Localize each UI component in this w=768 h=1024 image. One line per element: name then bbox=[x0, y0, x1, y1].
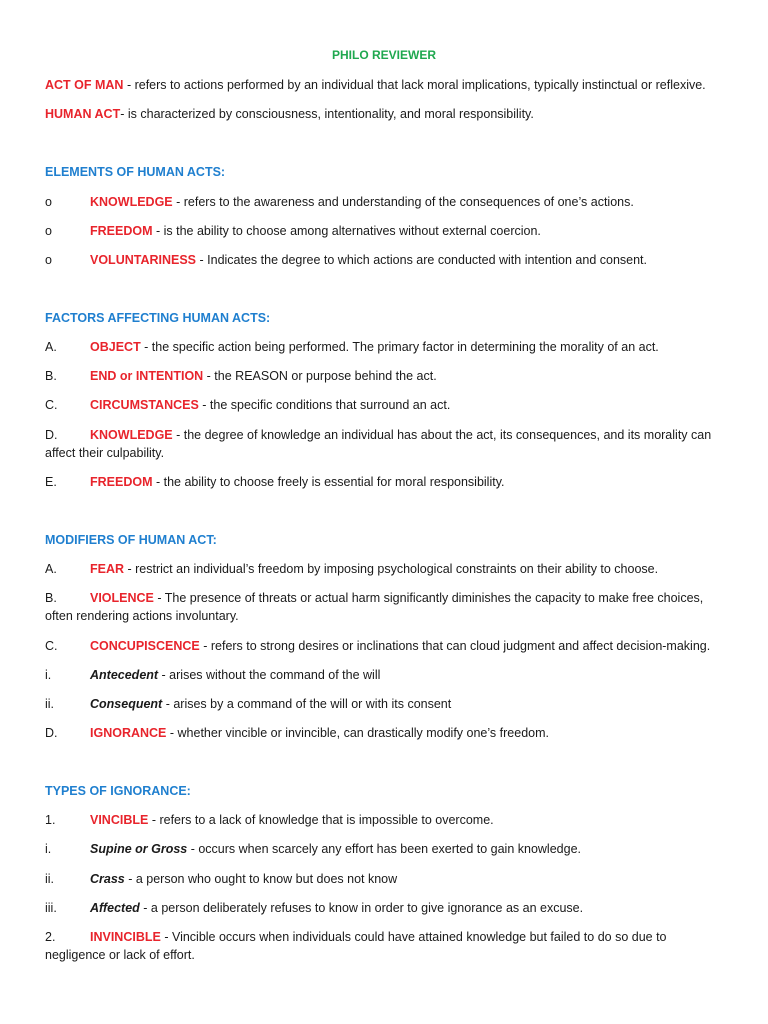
list-item bbox=[90, 666, 724, 684]
list-marker: ii. bbox=[45, 872, 55, 886]
definition-text: - arises without the command of the will bbox=[158, 668, 381, 682]
list-item bbox=[90, 473, 724, 491]
subterm-label: Supine or Gross bbox=[90, 842, 188, 856]
list-marker: B. bbox=[45, 369, 57, 383]
list-item bbox=[90, 695, 724, 713]
list-marker: iii. bbox=[45, 901, 57, 915]
list-marker: D. bbox=[45, 428, 58, 442]
definition-text: - restrict an individual’s freedom by imposing psychological constraints on their ability to choose. bbox=[124, 562, 659, 576]
list-marker: ii. bbox=[45, 697, 55, 711]
list-item bbox=[90, 811, 724, 829]
list-item bbox=[45, 426, 717, 462]
list-marker: o bbox=[45, 224, 52, 238]
section-heading-types: TYPES OF IGNORANCE: bbox=[45, 784, 191, 798]
term-label: CIRCUMSTANCES bbox=[90, 398, 199, 412]
list-item bbox=[90, 899, 724, 917]
list-marker: i. bbox=[45, 842, 52, 856]
list-item bbox=[90, 637, 724, 655]
term-label: FREEDOM bbox=[90, 224, 153, 238]
list-item bbox=[90, 724, 724, 742]
term-label: VINCIBLE bbox=[90, 813, 149, 827]
term-label: IGNORANCE bbox=[90, 726, 167, 740]
term-label: FEAR bbox=[90, 562, 125, 576]
document-title: PHILO REVIEWER bbox=[331, 48, 436, 62]
list-item bbox=[45, 928, 717, 964]
definition-text: - is the ability to choose among alternatives without external coercion. bbox=[152, 224, 541, 238]
subterm-label: Affected bbox=[90, 901, 140, 915]
term-label: OBJECT bbox=[90, 340, 141, 354]
term-label: ACT OF MAN bbox=[45, 78, 124, 92]
definition-text: - the ability to choose freely is essential for moral responsibility. bbox=[152, 475, 505, 489]
list-item bbox=[90, 560, 724, 578]
list-item bbox=[90, 367, 724, 385]
intro-human-act bbox=[45, 105, 725, 123]
definition-text: - occurs when scarcely any effort has been exerted to gain knowledge. bbox=[187, 842, 581, 856]
subterm-label: Crass bbox=[90, 872, 125, 886]
term-label: INVINCIBLE bbox=[90, 930, 161, 944]
term-label: HUMAN ACT bbox=[45, 107, 121, 121]
list-item bbox=[90, 193, 724, 211]
list-item bbox=[90, 396, 724, 414]
definition-text: - is characterized by consciousness, intentionality, and moral responsibility. bbox=[120, 107, 534, 121]
definition-text: - Indicates the degree to which actions are conducted with intention and consent. bbox=[196, 253, 648, 267]
definition-text: - the degree of knowledge an individual has about the act, its consequences, and its morality can affect their culpability. bbox=[45, 428, 712, 460]
definition-text: - refers to strong desires or inclinations that can cloud judgment and affect decision-making. bbox=[199, 639, 711, 653]
list-marker: i. bbox=[45, 668, 52, 682]
term-label: VOLUNTARINESS bbox=[90, 253, 197, 267]
definition-text: - a person deliberately refuses to know in order to give ignorance as an excuse. bbox=[139, 901, 584, 915]
section-heading-elements: ELEMENTS OF HUMAN ACTS: bbox=[45, 165, 226, 179]
definition-text: - whether vincible or invincible, can drastically modify one’s freedom. bbox=[166, 726, 549, 740]
definition-text: - refers to actions performed by an individual that lack moral implications, typically instinctual or reflexive. bbox=[123, 78, 706, 92]
list-item bbox=[90, 870, 724, 888]
list-marker: C. bbox=[45, 398, 58, 412]
section-heading-modifiers: MODIFIERS OF HUMAN ACT: bbox=[45, 533, 217, 547]
list-item bbox=[90, 251, 724, 269]
term-label: CONCUPISCENCE bbox=[90, 639, 200, 653]
definition-text: - refers to the awareness and understanding of the consequences of one’s actions. bbox=[172, 195, 634, 209]
term-label: FREEDOM bbox=[90, 475, 153, 489]
definition-text: - refers to a lack of knowledge that is impossible to overcome. bbox=[148, 813, 494, 827]
list-item bbox=[90, 338, 724, 356]
definition-text: - a person who ought to know but does not know bbox=[124, 872, 398, 886]
intro-act-of-man bbox=[45, 76, 725, 94]
term-label: END or INTENTION bbox=[90, 369, 204, 383]
definition-text: - The presence of threats or actual harm significantly diminishes the capacity to make free choices, often rendering actions involuntary. bbox=[45, 591, 704, 623]
definition-text: - the REASON or purpose behind the act. bbox=[203, 369, 437, 383]
list-marker: C. bbox=[45, 639, 58, 653]
list-item bbox=[90, 840, 724, 858]
definition-text: - the specific action being performed. The primary factor in determining the morality of an act. bbox=[140, 340, 659, 354]
list-marker: 1. bbox=[45, 813, 56, 827]
list-item bbox=[90, 222, 724, 240]
term-label: KNOWLEDGE bbox=[90, 195, 173, 209]
list-marker: 2. bbox=[45, 930, 56, 944]
list-marker: B. bbox=[45, 591, 57, 605]
definition-text: - Vincible occurs when individuals could have attained knowledge but failed to do so due to negligence or lack of effort. bbox=[45, 930, 667, 962]
definition-text: - arises by a command of the will or with its consent bbox=[162, 697, 452, 711]
list-marker: o bbox=[45, 253, 52, 267]
subterm-label: Consequent bbox=[90, 697, 163, 711]
list-marker: E. bbox=[45, 475, 57, 489]
subterm-label: Antecedent bbox=[90, 668, 159, 682]
definition-text: - the specific conditions that surround an act. bbox=[198, 398, 451, 412]
section-heading-factors: FACTORS AFFECTING HUMAN ACTS: bbox=[45, 311, 271, 325]
list-marker: A. bbox=[45, 562, 57, 576]
list-marker: o bbox=[45, 195, 52, 209]
list-marker: A. bbox=[45, 340, 57, 354]
term-label: KNOWLEDGE bbox=[90, 428, 173, 442]
term-label: VIOLENCE bbox=[90, 591, 154, 605]
list-marker: D. bbox=[45, 726, 58, 740]
list-item bbox=[45, 589, 717, 625]
